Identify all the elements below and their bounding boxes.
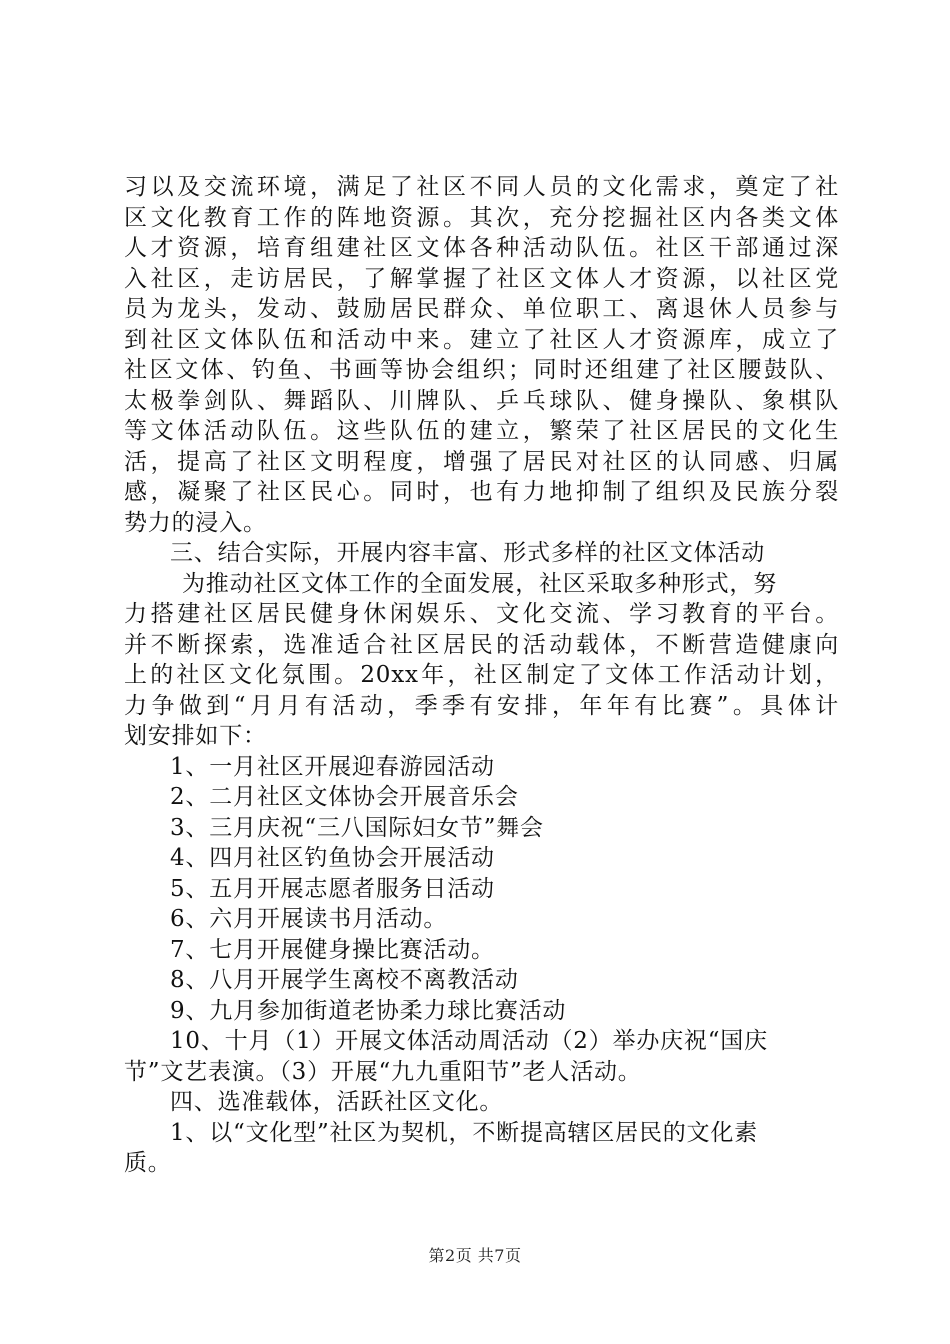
text-line: 力搭建社区居民健身休闲娱乐、文化交流、学习教育的平台。 (124, 601, 839, 627)
text-line: 势力的浸入。 (124, 509, 267, 536)
text-line: 入社区，走访居民，了解掌握了社区文体人才资源，以社区党 (124, 265, 839, 292)
text-line: 上的社区文化氛围。20xx年，社区制定了文体工作活动计划， (124, 662, 839, 688)
text-line: 9、九月参加街道老协柔力球比赛活动 (170, 997, 567, 1024)
text-line: 5、五月开展志愿者服务日活动 (170, 875, 495, 902)
text-line: 节”文艺表演。（3）开展“九九重阳节”老人活动。 (124, 1058, 642, 1085)
text-line: 感，凝聚了社区民心。同时，也有力地抑制了组织及民族分裂 (124, 479, 839, 505)
document-body (124, 172, 839, 1179)
text-line: 习以及交流环境，满足了社区不同人员的文化需求，奠定了社 (124, 174, 839, 200)
text-line: 社区文体、钓鱼、书画等协会组织；同时还组建了社区腰鼓队、 (124, 357, 839, 383)
text-line: 员为龙头，发动、鼓励居民群众、单位职工、离退休人员参与 (124, 296, 839, 322)
text-line: 质。 (124, 1150, 172, 1176)
text-line: 4、四月社区钓鱼协会开展活动 (170, 845, 495, 871)
text-line: 8、八月开展学生离校不离教活动 (170, 967, 519, 993)
text-line: 1、以“文化型”社区为契机，不断提高辖区居民的文化素 (170, 1119, 758, 1146)
page-footer: 第2页 共7页 (428, 1246, 522, 1265)
text-line: 7、七月开展健身操比赛活动。 (170, 936, 495, 963)
text-line: 活，提高了社区文明程度，增强了居民对社区的认同感、归属 (124, 448, 839, 475)
text-line: 1、一月社区开展迎春游园活动 (170, 753, 495, 780)
text-line: 3、三月庆祝“三八国际妇女节”舞会 (170, 814, 544, 841)
text-line: 三、结合实际，开展内容丰富、形式多样的社区文体活动 (170, 540, 765, 566)
text-line: 太极拳剑队、舞蹈队、川牌队、乒乓球队、健身操队、象棋队 (124, 387, 839, 414)
text-line: 划安排如下： (124, 723, 267, 749)
text-line: 区文化教育工作的阵地资源。其次，充分挖掘社区内各类文体 (124, 204, 839, 231)
text-line: 力争做到“月月有活动，季季有安排，年年有比赛”。具体计 (124, 692, 839, 719)
text-line: 人才资源，培育组建社区文体各种活动队伍。社区干部通过深 (124, 235, 839, 261)
text-line: 并不断探索，选准适合社区居民的活动载体，不断营造健康向 (124, 631, 839, 658)
text-line: 为推动社区文体工作的全面发展，社区采取多种形式，努 (182, 570, 777, 597)
text-line: 10、十月（1）开展文体活动周活动（2）举办庆祝“国庆 (170, 1028, 768, 1054)
text-line: 6、六月开展读书月活动。 (170, 906, 448, 932)
text-line: 到社区文体队伍和活动中来。建立了社区人才资源库，成立了 (124, 326, 839, 353)
text-line: 等文体活动队伍。这些队伍的建立，繁荣了社区居民的文化生 (124, 418, 839, 444)
text-line: 四、选准载体，活跃社区文化。 (170, 1089, 504, 1115)
text-line: 2、二月社区文体协会开展音乐会 (170, 784, 519, 810)
